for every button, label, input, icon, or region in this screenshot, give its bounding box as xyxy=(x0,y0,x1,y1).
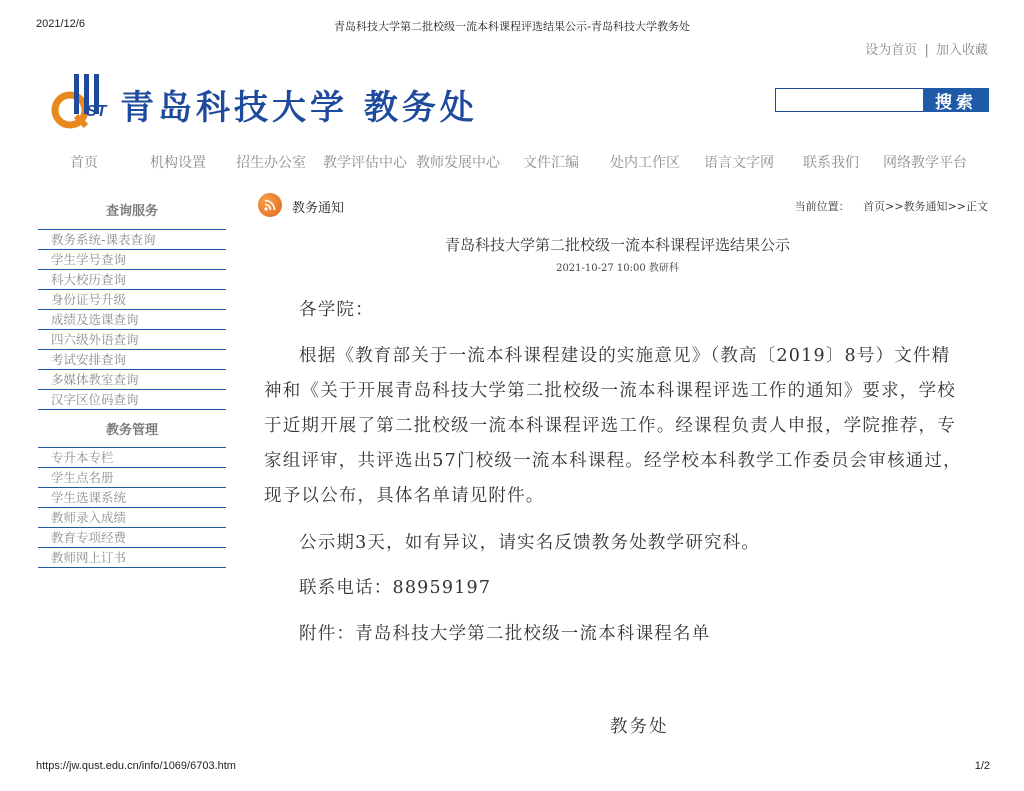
nav-item-online-teaching[interactable]: 网络教学平台 xyxy=(883,155,967,171)
article-attachment[interactable]: 附件：青岛科技大学第二批校级一流本科课程名单 xyxy=(299,624,711,644)
qust-logo-icon xyxy=(50,70,126,132)
sidebar-item-classrooms[interactable]: 多媒体教室查询 xyxy=(38,370,226,390)
breadcrumb-separator: >> xyxy=(885,200,904,213)
sidebar-item-cet[interactable]: 四六级外语查询 xyxy=(38,330,226,350)
nav-item-documents[interactable]: 文件汇编 xyxy=(523,155,579,171)
sidebar-item-roll-call[interactable]: 学生点名册 xyxy=(38,468,226,488)
sidebar-item-grade-entry[interactable]: 教师录入成绩 xyxy=(38,508,226,528)
rss-icon xyxy=(258,193,282,217)
nav-item-teacher-dev[interactable]: 教师发展中心 xyxy=(416,155,500,171)
sidebar-heading-query: 查询服务 xyxy=(105,204,158,219)
article-contact: 联系电话：88959197 xyxy=(299,578,492,598)
print-date: 2021/12/6 xyxy=(36,18,85,30)
article-signature: 教务处 xyxy=(610,717,669,737)
article-title: 青岛科技大学第二批校级一流本科课程评选结果公示 xyxy=(444,236,790,254)
sidebar-item-char-code[interactable]: 汉字区位码查询 xyxy=(38,390,226,410)
add-favorite-link[interactable]: 加入收藏 xyxy=(935,43,988,58)
search-input[interactable] xyxy=(775,88,927,112)
sidebar-item-grades[interactable]: 成绩及选课查询 xyxy=(38,310,226,330)
nav-item-home[interactable]: 首页 xyxy=(70,155,98,171)
sidebar-heading-admin: 教务管理 xyxy=(105,423,158,438)
sidebar-query-list xyxy=(38,229,226,410)
sidebar-item-calendar[interactable]: 科大校历查询 xyxy=(38,270,226,290)
breadcrumb-home[interactable]: 首页 xyxy=(863,200,886,213)
breadcrumb-separator: >> xyxy=(947,200,966,213)
print-page-number: 1/2 xyxy=(974,760,990,772)
nav-item-workspace[interactable]: 处内工作区 xyxy=(610,155,680,171)
nav-item-language[interactable]: 语言文字网 xyxy=(704,155,774,171)
print-url: https://jw.qust.edu.cn/info/1069/6703.htm xyxy=(36,760,236,772)
main-nav xyxy=(36,152,986,174)
sidebar-item-book-order[interactable]: 教师网上订书 xyxy=(38,548,226,568)
svg-text:ST: ST xyxy=(86,103,107,120)
search-button[interactable]: 搜索 xyxy=(923,88,989,112)
nav-item-evaluation[interactable]: 教学评估中心 xyxy=(323,155,407,171)
sidebar-item-upgrade[interactable]: 专升本专栏 xyxy=(38,448,226,468)
nav-item-organization[interactable]: 机构设置 xyxy=(150,155,206,171)
breadcrumb xyxy=(795,198,988,214)
article-notice: 公示期3天，如有异议，请实名反馈教务处教学研究科。 xyxy=(299,533,761,553)
article-meta: 2021-10-27 10:00 教研科 xyxy=(556,263,679,274)
article-body: 根据《教育部关于一流本科课程建设的实施意见》（教高〔2019〕8号）文件精神和《关于开展青岛科技大学第二批校级一流本科课程评选工作的通知》要求，学校于近期开展了第二批校级一流本科课程评选工作。经课程负责人申报，学院推荐，专家组评审，共评选出57门校级一流本科课程。经学校本科教学工作委员会审核通过，现予以公布，具体名单请见附件。 xyxy=(264,346,962,506)
breadcrumb-label: 当前位置： xyxy=(794,200,850,213)
sidebar-item-funding[interactable]: 教育专项经费 xyxy=(38,528,226,548)
top-links-separator: | xyxy=(924,43,929,58)
nav-item-admissions[interactable]: 招生办公室 xyxy=(236,155,306,171)
logo-text: 青岛科技大学 教务处 xyxy=(120,88,478,128)
sidebar-item-course-select[interactable]: 学生选课系统 xyxy=(38,488,226,508)
print-page-title: 青岛科技大学第二批校级一流本科课程评选结果公示-青岛科技大学教务处 xyxy=(334,20,690,33)
top-links xyxy=(865,39,988,58)
sidebar-item-exams[interactable]: 考试安排查询 xyxy=(38,350,226,370)
sidebar-admin-list xyxy=(38,447,226,568)
sidebar-item-schedule[interactable]: 教务系统-课表查询 xyxy=(38,230,226,250)
sidebar-item-student-id[interactable]: 学生学号查询 xyxy=(38,250,226,270)
section-title: 教务通知 xyxy=(292,201,345,216)
article-greeting: 各学院： xyxy=(299,300,374,320)
breadcrumb-current: 正文 xyxy=(966,200,988,213)
set-homepage-link[interactable]: 设为首页 xyxy=(865,43,918,58)
site-logo[interactable] xyxy=(40,70,480,136)
breadcrumb-section[interactable]: 教务通知 xyxy=(903,200,948,213)
nav-item-contact[interactable]: 联系我们 xyxy=(803,155,859,171)
sidebar-item-id-upgrade[interactable]: 身份证号升级 xyxy=(38,290,226,310)
